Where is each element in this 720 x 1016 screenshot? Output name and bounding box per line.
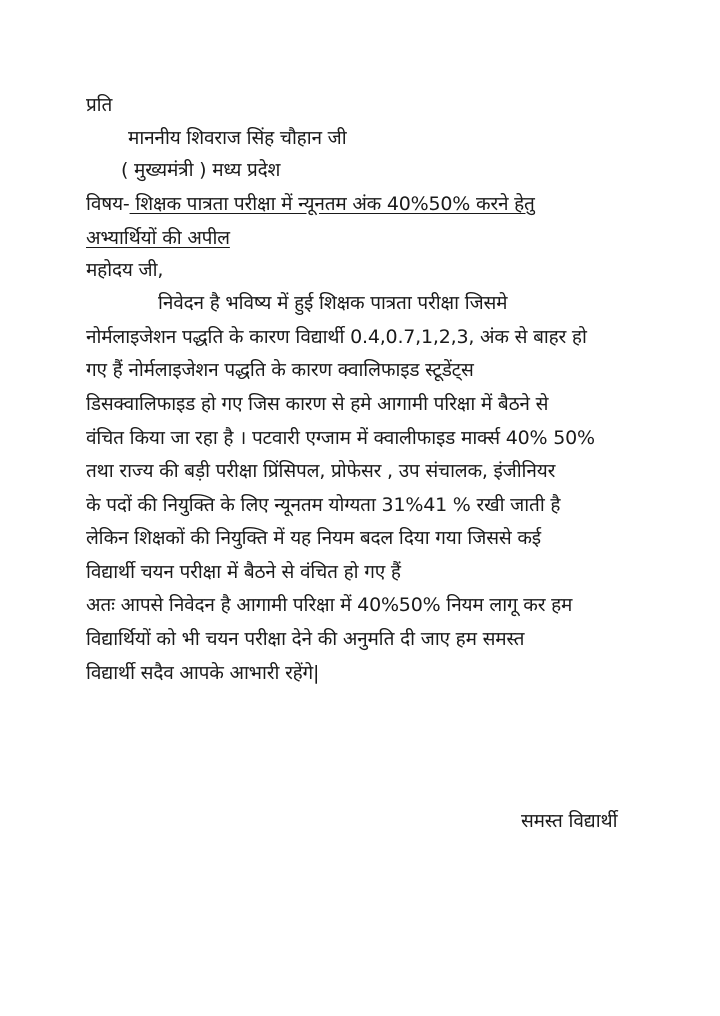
body-line: विद्यार्थी चयन परीक्षा में बैठने से वंचित हो गए हैं (86, 561, 401, 583)
addressee-name: माननीय शिवराज सिंह चौहान जी (128, 127, 347, 149)
subject-line-1 (86, 191, 535, 217)
body-line: डिसक्वालिफाइड हो गए जिस कारण से हमे आगामी परिक्षा में बैठने से (86, 393, 549, 415)
body-line: गए हैं नोर्मलाइजेशन पद्धति के कारण क्वालिफाइड स्टूडेंट्स (86, 359, 474, 381)
body-line: विद्यार्थियों को भी चयन परीक्षा देने की अनुमति दी जाए हम समस्त (86, 628, 525, 650)
addressee-title: ( मुख्यमंत्री ) मध्य प्रदेश (121, 159, 281, 181)
subject-line-2: अभ्यार्थियों की अपील (86, 227, 230, 249)
subject-label: विषय- (86, 193, 130, 215)
salutation-to: प्रति (86, 94, 113, 116)
body-line: विद्यार्थी सदैव आपके आभारी रहेंगे| (86, 662, 320, 684)
signature: समस्त विद्यार्थी (521, 810, 618, 832)
greeting: महोदय जी, (86, 259, 164, 281)
body-line: नोर्मलाइजेशन पद्धति के कारण विद्यार्थी 0.4,0.7,1,2,3, अंक से बाहर हो (86, 326, 587, 348)
body-line: वंचित किया जा रहा है । पटवारी एग्जाम में क्वालीफाइड मार्क्स 40% 50% (86, 427, 595, 449)
subject-text-1: शिक्षक पात्रता परीक्षा में न्यूनतम अंक 40%50% करने हेतु (129, 193, 535, 215)
body-line: लेकिन शिक्षकों की नियुक्ति में यह नियम बदल दिया गया जिससे कई (86, 527, 541, 549)
body-line: तथा राज्य की बड़ी परीक्षा प्रिंसिपल, प्रोफेसर , उप संचालक, इंजीनियर (86, 460, 556, 482)
body-line: अतः आपसे निवेदन है आगामी परिक्षा में 40%50% नियम लागू कर हम (86, 594, 573, 616)
body-line: निवेदन है भविष्य में हुई शिक्षक पात्रता परीक्षा जिसमे (158, 292, 508, 314)
body-line: के पदों की नियुक्ति के लिए न्यूनतम योग्यता 31%41 % रखी जाती है (86, 494, 561, 516)
